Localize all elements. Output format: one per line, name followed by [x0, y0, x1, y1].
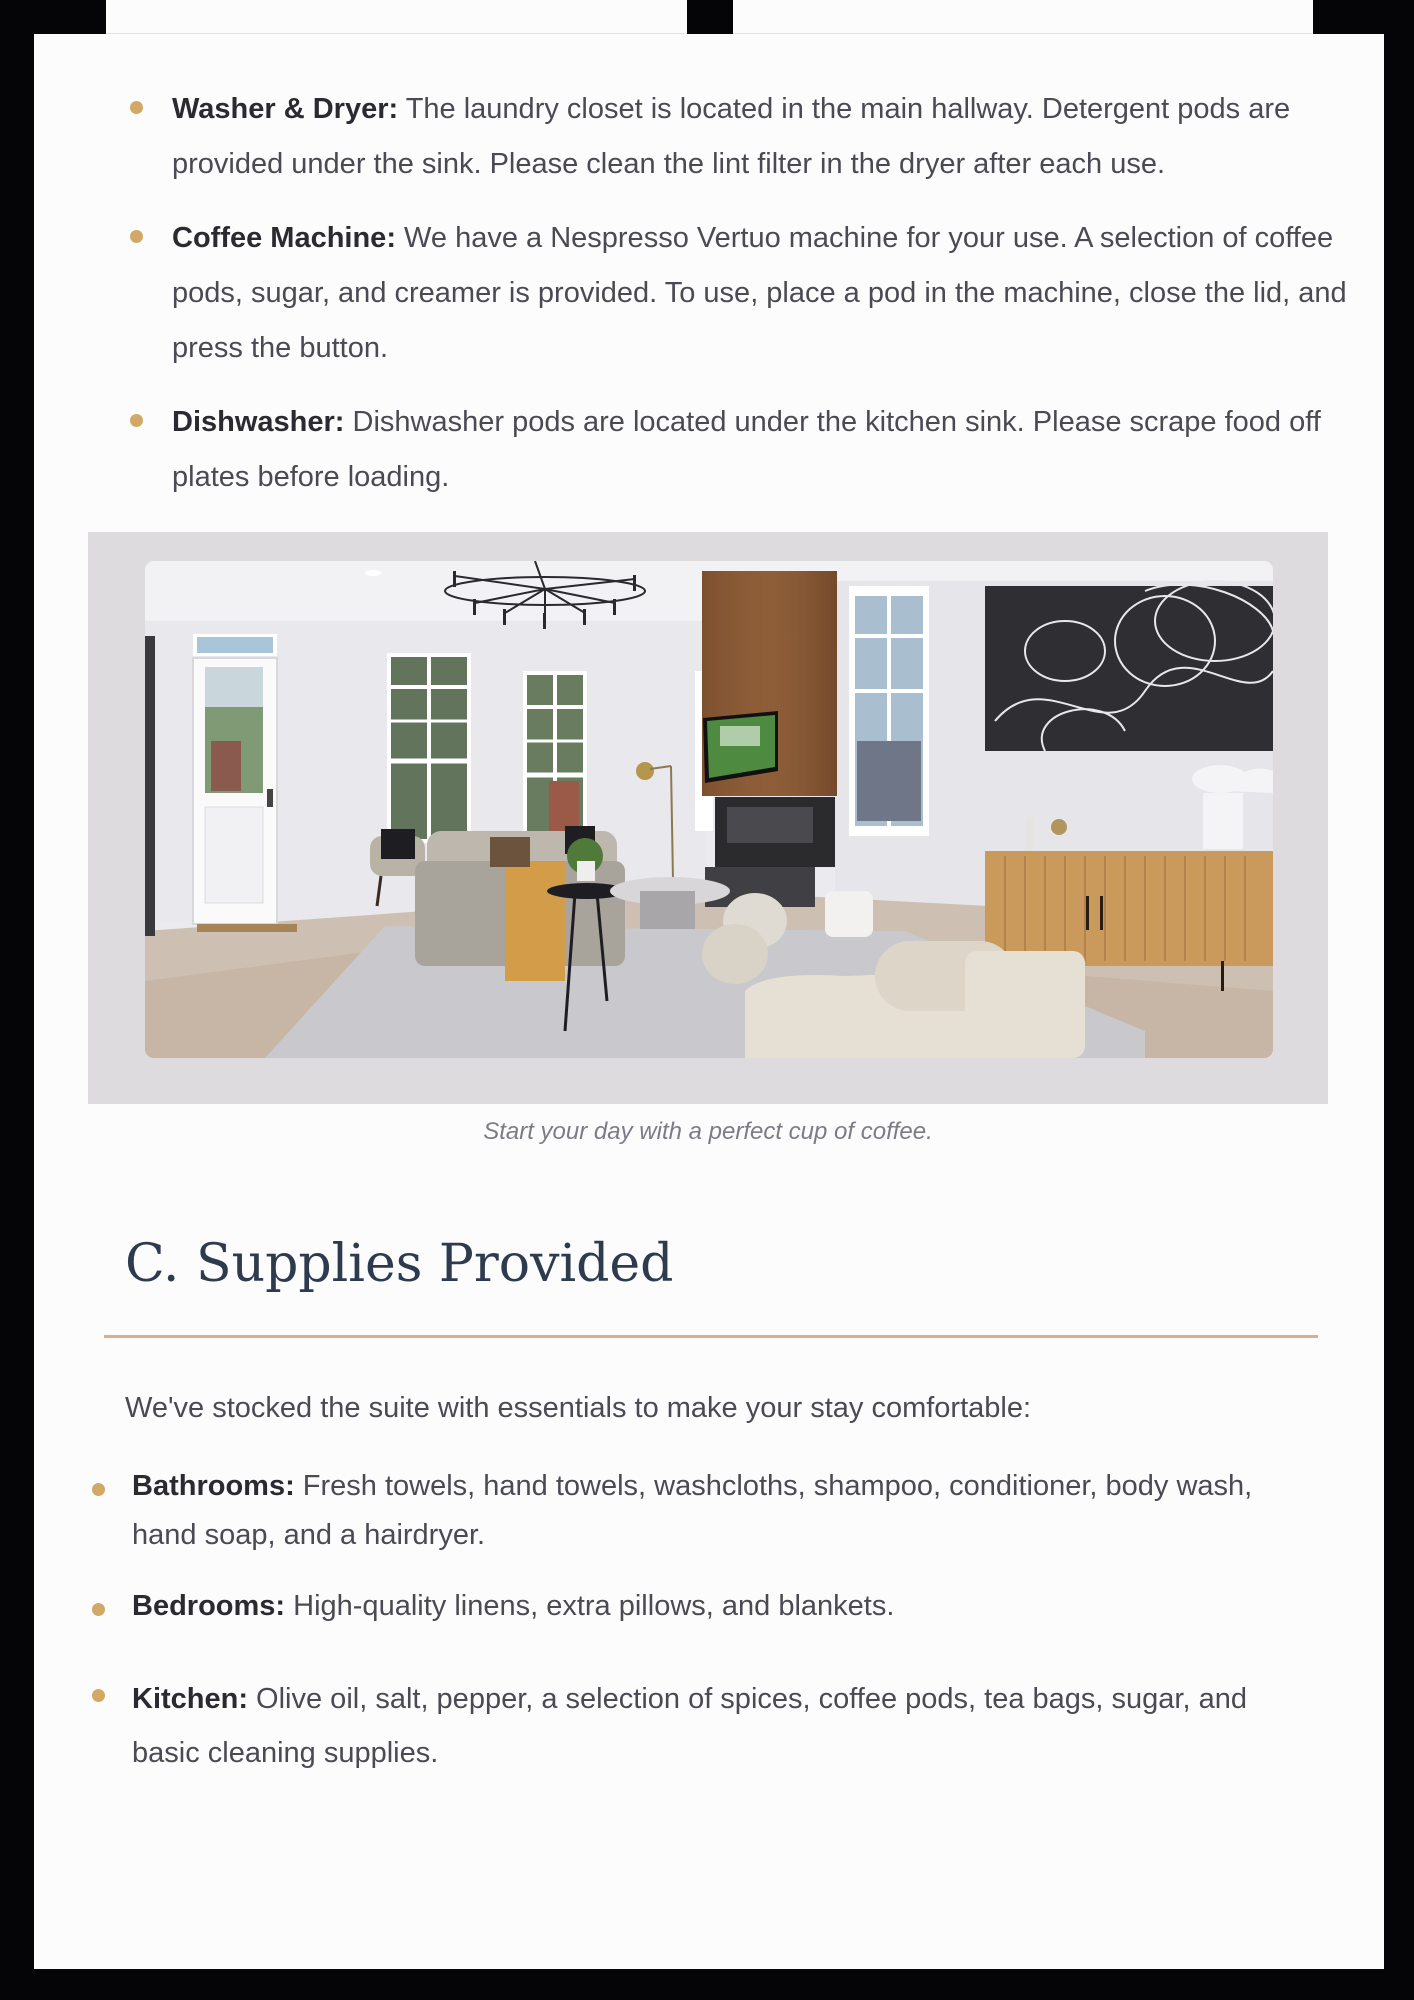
supplies-list	[132, 1462, 1292, 1780]
item-label: Bathrooms:	[132, 1470, 295, 1502]
item-label: Kitchen:	[132, 1683, 248, 1715]
list-item-bathrooms	[132, 1462, 1292, 1560]
photo-figure	[88, 532, 1328, 1104]
bullet-icon	[130, 101, 143, 114]
previous-page-bottom-right	[733, 0, 1313, 34]
item-label: Dishwasher:	[172, 406, 345, 438]
list-item-washer-dryer	[172, 82, 1352, 192]
list-item-kitchen	[132, 1672, 1292, 1780]
list-item-coffee-machine	[172, 211, 1352, 376]
item-text: The laundry closet is located in the main hallway. Detergent pods are provided under the sink. Please clean the lint filter in the dryer after each use.	[172, 93, 1291, 180]
section-intro: We've stocked the suite with essentials to make your stay comfortable:	[125, 1392, 1032, 1424]
living-room-photo	[145, 561, 1273, 1058]
item-text: High-quality linens, extra pillows, and blankets.	[285, 1590, 895, 1622]
bullet-icon	[130, 230, 143, 243]
section-divider	[104, 1335, 1318, 1338]
section-title: C. Supplies Provided	[125, 1234, 674, 1294]
bullet-icon	[92, 1483, 105, 1496]
item-text: Dishwasher pods are located under the kitchen sink. Please scrape food off plates before loading.	[172, 406, 1321, 493]
previous-page-bottom-left	[106, 0, 687, 34]
bullet-icon	[92, 1603, 105, 1616]
bullet-icon	[92, 1689, 105, 1702]
list-item-bedrooms	[132, 1582, 1292, 1631]
item-label: Bedrooms:	[132, 1590, 286, 1622]
item-text: We have a Nespresso Vertuo machine for your use. A selection of coffee pods, sugar, and creamer is provided. To use, place a pod in the machine, close the lid, and press the button.	[172, 222, 1347, 364]
bullet-icon	[130, 414, 143, 427]
appliance-list	[172, 82, 1352, 524]
list-item-dishwasher	[172, 395, 1352, 505]
item-label: Washer & Dryer:	[172, 93, 399, 125]
item-text: Olive oil, salt, pepper, a selection of spices, coffee pods, tea bags, sugar, and basic cleaning supplies.	[132, 1683, 1247, 1769]
photo-caption: Start your day with a perfect cup of coffee.	[483, 1118, 933, 1145]
document-page	[34, 34, 1384, 1969]
item-text: Fresh towels, hand towels, washcloths, shampoo, conditioner, body wash, hand soap, and a hairdryer.	[132, 1470, 1253, 1551]
item-label: Coffee Machine:	[172, 222, 396, 254]
